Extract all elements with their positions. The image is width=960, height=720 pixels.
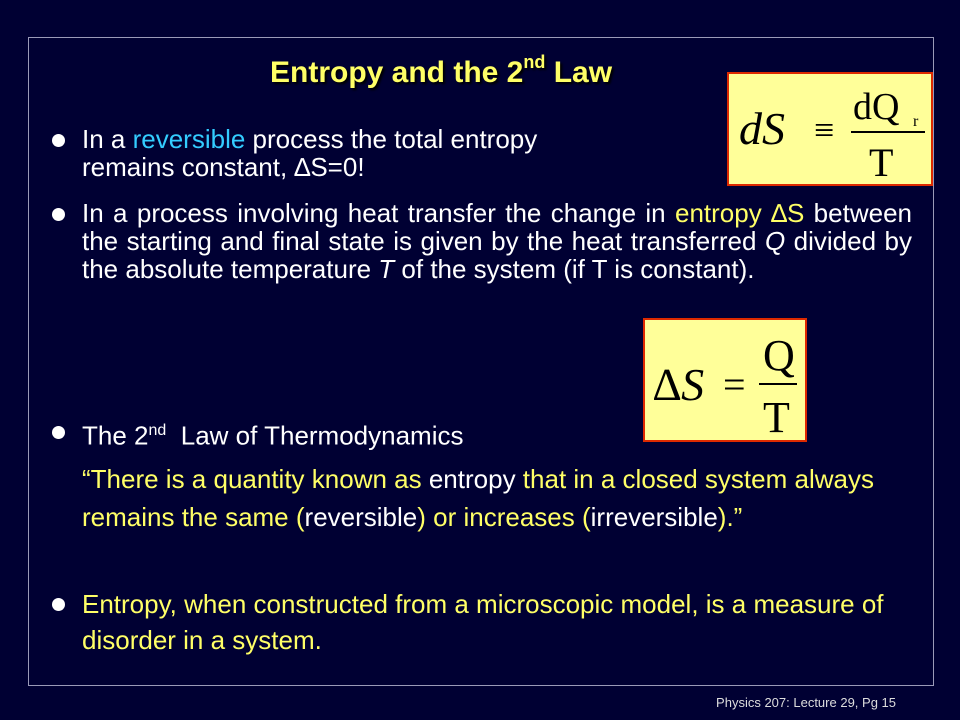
eq2-operator: = xyxy=(723,362,746,407)
bullet-dot xyxy=(52,208,65,221)
second-law-quote xyxy=(82,460,912,536)
eq1-numerator: dQ xyxy=(853,86,900,128)
eq2-lhs: ∆S xyxy=(653,359,705,410)
title-superscript: nd xyxy=(523,52,546,72)
equation-delta-s-box xyxy=(643,318,807,442)
b2-delta-s: ∆S xyxy=(771,198,805,228)
eq1-denominator: T xyxy=(869,140,894,184)
eq2-denominator: T xyxy=(763,393,790,440)
quote-irreversible: irreversible xyxy=(590,502,718,532)
bullet-disorder-text: Entropy, when constructed from a microscopic model, is a measure of disorder in a system. xyxy=(82,589,884,655)
b2-t: T xyxy=(378,254,395,284)
b1-highlight: reversible xyxy=(132,124,246,154)
title-end: Law xyxy=(545,56,613,89)
bullet-dot xyxy=(52,134,65,147)
bullet-dot xyxy=(52,426,65,439)
bullet-disorder xyxy=(82,586,912,658)
eq2-numerator: Q xyxy=(763,331,795,380)
b1-line2: remains constant, ∆S=0! xyxy=(82,152,365,182)
slide-title xyxy=(270,52,612,90)
quote-entropy: entropy xyxy=(428,464,516,494)
quote-p4: ).” xyxy=(717,502,743,532)
eq1-lhs: dS xyxy=(739,103,785,154)
equation-ds-box xyxy=(727,72,933,186)
equation-delta-s xyxy=(645,320,805,440)
b1-pre: In a xyxy=(82,124,133,154)
b3-post: Law of Thermodynamics xyxy=(166,420,464,451)
bullet-heat-transfer xyxy=(82,199,912,283)
b3-pre: The 2 xyxy=(82,420,149,451)
quote-p3: ) or increases ( xyxy=(417,502,591,532)
eq1-subscript: r xyxy=(913,113,919,130)
quote-reversible: reversible xyxy=(304,502,418,532)
bullet-second-law-text xyxy=(82,417,602,450)
quote-p2: that in a closed system always remains the same ( xyxy=(82,464,874,532)
b2-highlight: entropy xyxy=(674,198,762,228)
bullet-second-law xyxy=(82,417,602,450)
b2-q: Q xyxy=(764,226,786,256)
eq1-operator: ≡ xyxy=(814,110,835,150)
b2-mid: divided by the absolute temperature xyxy=(82,226,912,284)
b1-post: process the total entropy xyxy=(245,124,538,154)
bullet-dot xyxy=(52,598,65,611)
quote-text xyxy=(82,460,912,536)
bullet-reversible-text xyxy=(82,125,682,181)
quote-p1: “There is a quantity known as xyxy=(82,464,429,494)
equation-ds xyxy=(729,74,931,184)
bullet-heat-transfer-text xyxy=(82,199,912,283)
b2-line2-post: between the starting and final state is given by the heat transferred xyxy=(82,198,912,256)
slide-footer: Physics 207: Lecture 29, Pg 15 xyxy=(716,695,896,710)
b3-sup: nd xyxy=(148,422,167,439)
b2-post: of the system (if T is constant). xyxy=(394,254,755,284)
title-text: Entropy and the 2 xyxy=(270,56,524,89)
bullet-reversible xyxy=(82,125,682,181)
b2-pre: In a process involving heat transfer the change in xyxy=(82,198,675,228)
